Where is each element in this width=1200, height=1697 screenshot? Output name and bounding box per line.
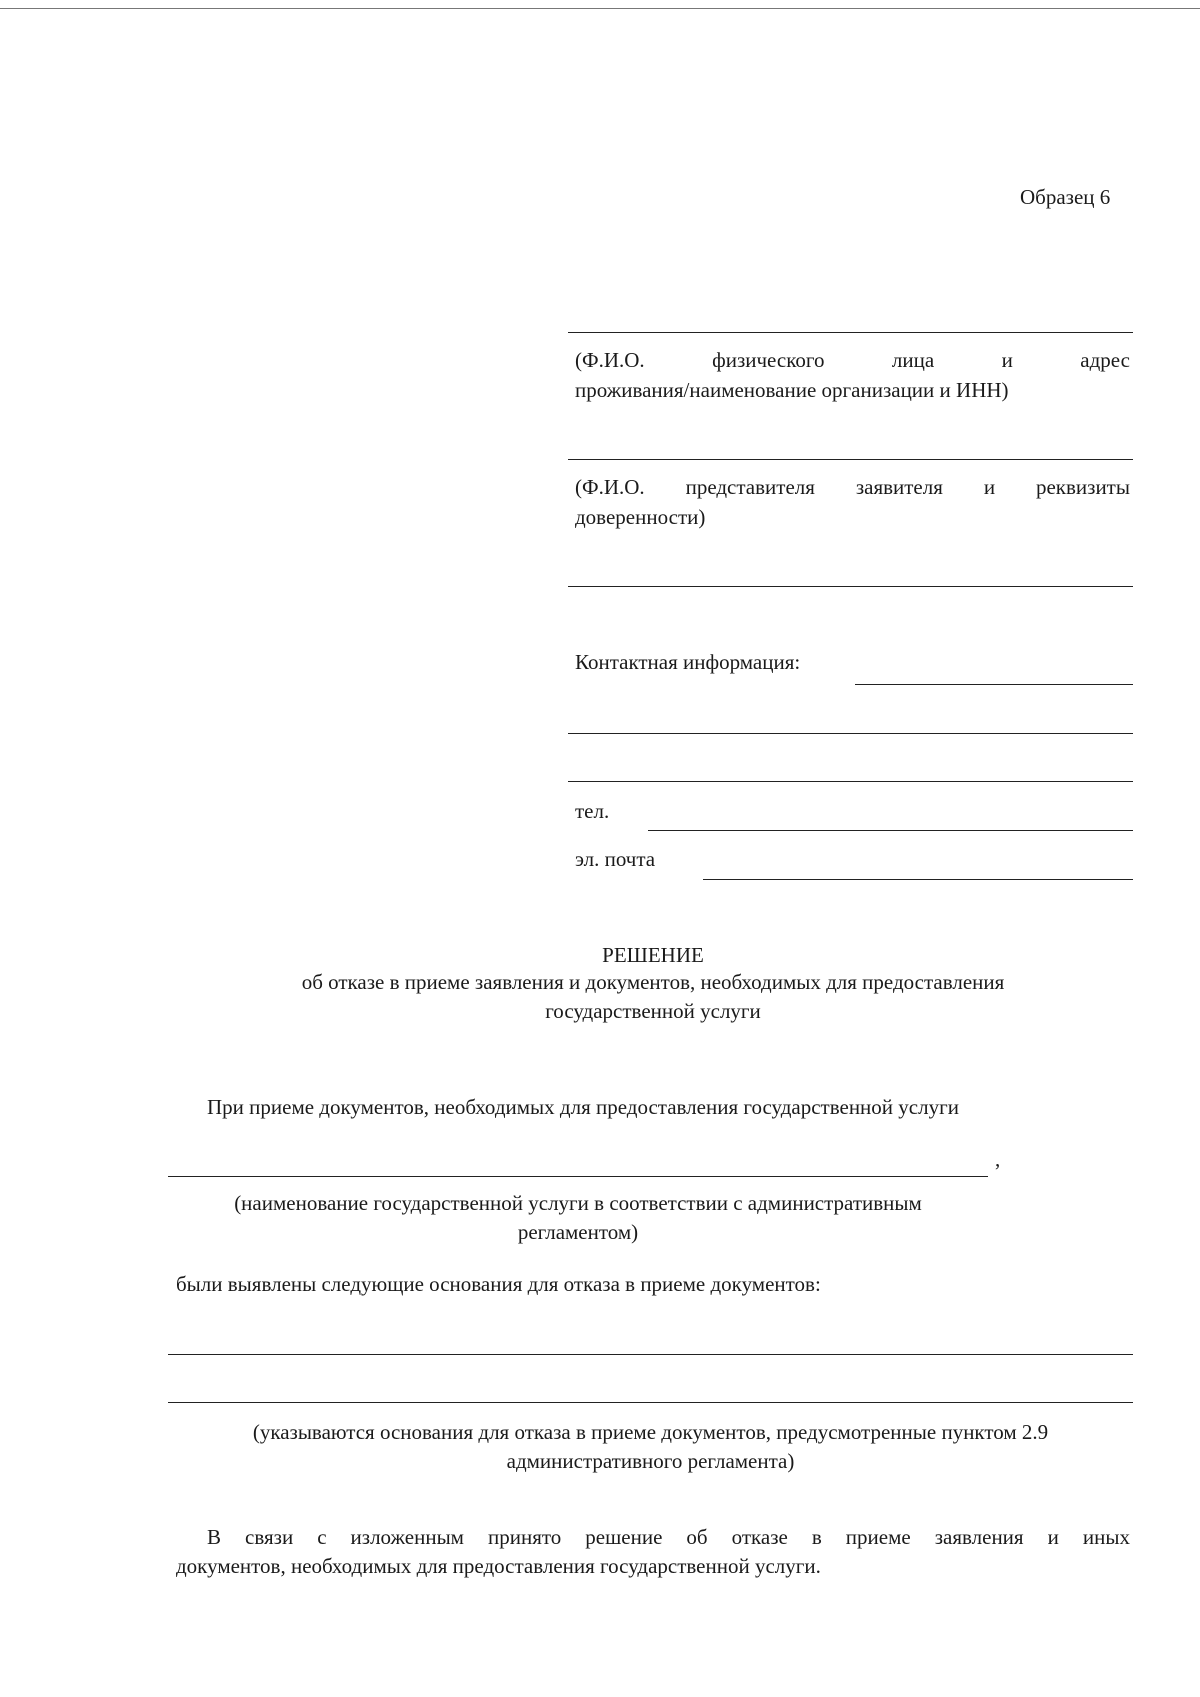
conclusion-word: заявления	[934, 1525, 1024, 1549]
caption-word: лица	[891, 348, 935, 372]
service-caption-line1: (наименование государственной услуги в соответствии с административным	[234, 1191, 922, 1215]
grounds-caption-line2: административного регламента)	[506, 1449, 795, 1473]
page-top-border	[0, 8, 1200, 9]
conclusion-word: и	[1047, 1525, 1059, 1549]
conclusion-word: связи	[245, 1525, 294, 1549]
sample-label: Образец 6	[1020, 185, 1111, 209]
decision-subtitle-line1: об отказе в приеме заявления и документов, необходимых для предоставления	[301, 970, 1005, 994]
conclusion-word: отказе	[731, 1525, 788, 1549]
applicant-name-caption-line1	[575, 346, 1130, 374]
contact-line-1	[855, 684, 1133, 685]
contact-label: Контактная информация:	[575, 650, 801, 674]
conclusion-word: принято	[487, 1525, 562, 1549]
conclusion-word: в	[811, 1525, 822, 1549]
applicant-name-caption-line2: проживания/наименование организации и ИНН)	[575, 378, 1009, 402]
intro-text: При приеме документов, необходимых для предоставления государственной услуги	[207, 1095, 959, 1119]
grounds-intro: были выявлены следующие основания для отказа в приеме документов:	[176, 1272, 821, 1296]
email-label: эл. почта	[575, 847, 656, 871]
grounds-line-1	[168, 1354, 1133, 1355]
service-name-line	[168, 1176, 988, 1177]
caption-word: представителя	[685, 475, 815, 499]
caption-word: физического	[712, 348, 825, 372]
conclusion-line1	[207, 1523, 1130, 1551]
caption-word: (Ф.И.О.	[575, 475, 645, 499]
representative-caption-line2: доверенности)	[575, 505, 706, 529]
decision-title: РЕШЕНИЕ	[602, 943, 704, 967]
caption-word: заявителя	[855, 475, 943, 499]
grounds-caption-line1: (указываются основания для отказа в приеме документов, предусмотренные пунктом 2.9	[252, 1420, 1049, 1444]
caption-word: (Ф.И.О.	[575, 348, 645, 372]
representative-line	[568, 459, 1133, 460]
representative-extra-line	[568, 586, 1133, 587]
conclusion-word: изложенным	[350, 1525, 464, 1549]
phone-label: тел.	[575, 799, 610, 823]
service-name-comma: ,	[995, 1147, 1001, 1171]
caption-word: и	[1001, 348, 1013, 372]
representative-caption-line1	[575, 473, 1130, 501]
contact-line-2	[568, 733, 1133, 734]
conclusion-word: с	[317, 1525, 327, 1549]
caption-word: и	[983, 475, 996, 499]
conclusion-word: иных	[1082, 1525, 1130, 1549]
decision-subtitle-line2: государственной услуги	[545, 999, 761, 1023]
caption-word: реквизиты	[1035, 475, 1130, 499]
grounds-line-2	[168, 1402, 1133, 1403]
email-line	[703, 879, 1133, 880]
contact-line-3	[568, 781, 1133, 782]
conclusion-word: приеме	[845, 1525, 911, 1549]
applicant-name-line	[568, 332, 1133, 333]
caption-word: адрес	[1080, 348, 1130, 372]
service-caption-line2: регламентом)	[517, 1220, 639, 1244]
conclusion-word: решение	[585, 1525, 663, 1549]
conclusion-word: об	[686, 1525, 708, 1549]
phone-line	[648, 830, 1133, 831]
conclusion-line2: документов, необходимых для предоставления государственной услуги.	[176, 1554, 821, 1578]
conclusion-word: В	[207, 1525, 222, 1549]
